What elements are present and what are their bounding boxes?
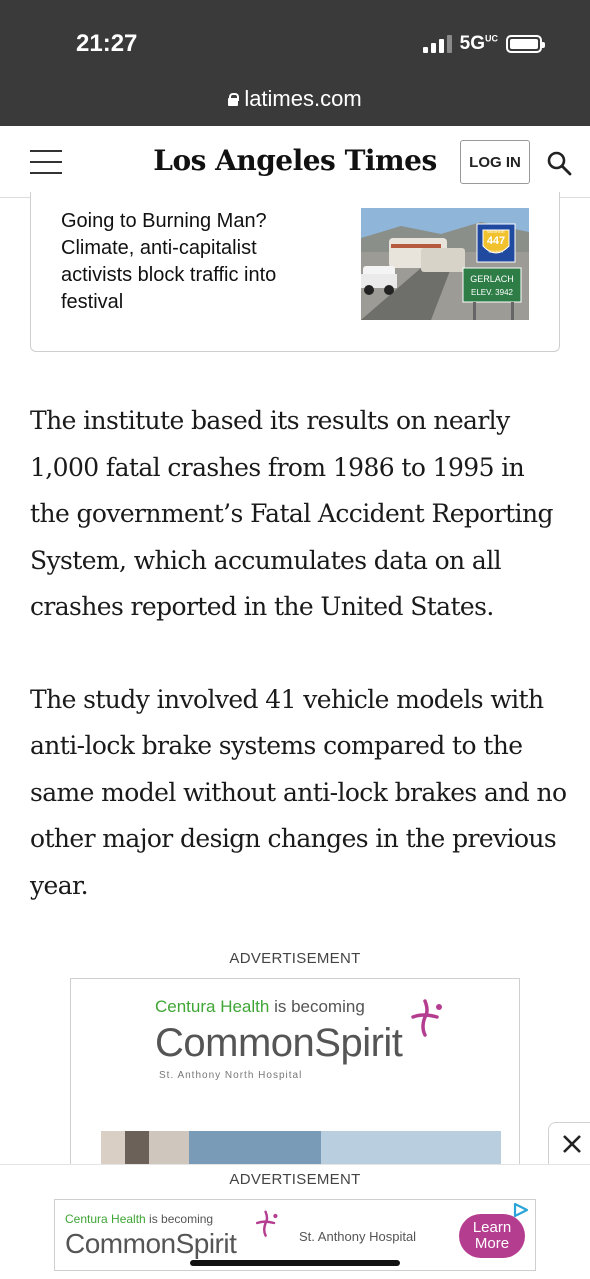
- sticky-ad-brand: CommonSpirit: [65, 1228, 237, 1259]
- related-story-image[interactable]: [361, 208, 529, 320]
- ad-brand-name: CommonSpirit: [155, 1021, 403, 1065]
- sticky-ad: [0, 1164, 590, 1279]
- inline-ad[interactable]: [70, 978, 520, 1168]
- status-time: 21:27: [76, 30, 138, 57]
- search-icon[interactable]: [546, 150, 572, 176]
- svg-text:WASHOE: WASHOE: [487, 229, 505, 234]
- brand-logo-icon: [407, 997, 447, 1037]
- article-paragraph: The institute based its results on nearly 1,000 fatal crashes from 1986 to 1995 in the government’s Fatal Accident Reporting System, which accumulates data on all crashes reported in the United States.: [30, 406, 553, 621]
- home-indicator[interactable]: [190, 1260, 400, 1266]
- battery-icon: [506, 35, 542, 53]
- network-type: $5G^{UC}$: [459, 33, 498, 54]
- url-text[interactable]: latimes.com: [244, 86, 362, 111]
- status-indicators: [423, 33, 542, 55]
- related-story-card[interactable]: [30, 192, 560, 352]
- ad-label: ADVERTISEMENT: [229, 950, 361, 967]
- close-icon[interactable]: [561, 1133, 583, 1155]
- adchoices-icon[interactable]: [511, 1202, 531, 1218]
- svg-text:COUNTY: COUNTY: [488, 250, 504, 254]
- sticky-ad-tagline: Centura Health is becoming: [65, 1212, 214, 1226]
- menu-icon[interactable]: [30, 150, 62, 174]
- svg-text:447: 447: [486, 235, 506, 247]
- ad-subtitle: St. Anthony North Hospital: [159, 1070, 303, 1081]
- browser-chrome: [0, 0, 590, 126]
- ad-tagline: Centura Health is becoming: [155, 997, 365, 1016]
- site-header: [0, 126, 590, 198]
- svg-text:ELEV. 3942: ELEV. 3942: [471, 288, 513, 297]
- learn-more-button[interactable]: Learn More: [459, 1214, 525, 1258]
- article-paragraph: The study involved 41 vehicle models with anti-lock brake systems compared to the same model without anti-lock brakes and no other major design changes in the previous year.: [30, 684, 567, 900]
- sticky-ad-hospital: St. Anthony Hospital: [299, 1229, 417, 1244]
- ad-photo: [101, 1131, 501, 1168]
- close-ad-button[interactable]: [548, 1122, 590, 1166]
- site-logo[interactable]: Los Angeles Times: [153, 144, 437, 177]
- signal-icon: [423, 35, 452, 53]
- svg-text:GERLACH: GERLACH: [470, 274, 514, 284]
- article-body: [30, 398, 570, 955]
- address-bar[interactable]: [0, 86, 590, 112]
- related-story-title[interactable]: Going to Burning Man? Climate, anti-capitalist activists block traffic into festival: [61, 210, 277, 313]
- login-button[interactable]: LOG IN: [460, 140, 530, 184]
- sticky-ad-label: ADVERTISEMENT: [229, 1171, 361, 1188]
- lock-icon: [228, 93, 238, 105]
- brand-logo-icon: [253, 1208, 281, 1238]
